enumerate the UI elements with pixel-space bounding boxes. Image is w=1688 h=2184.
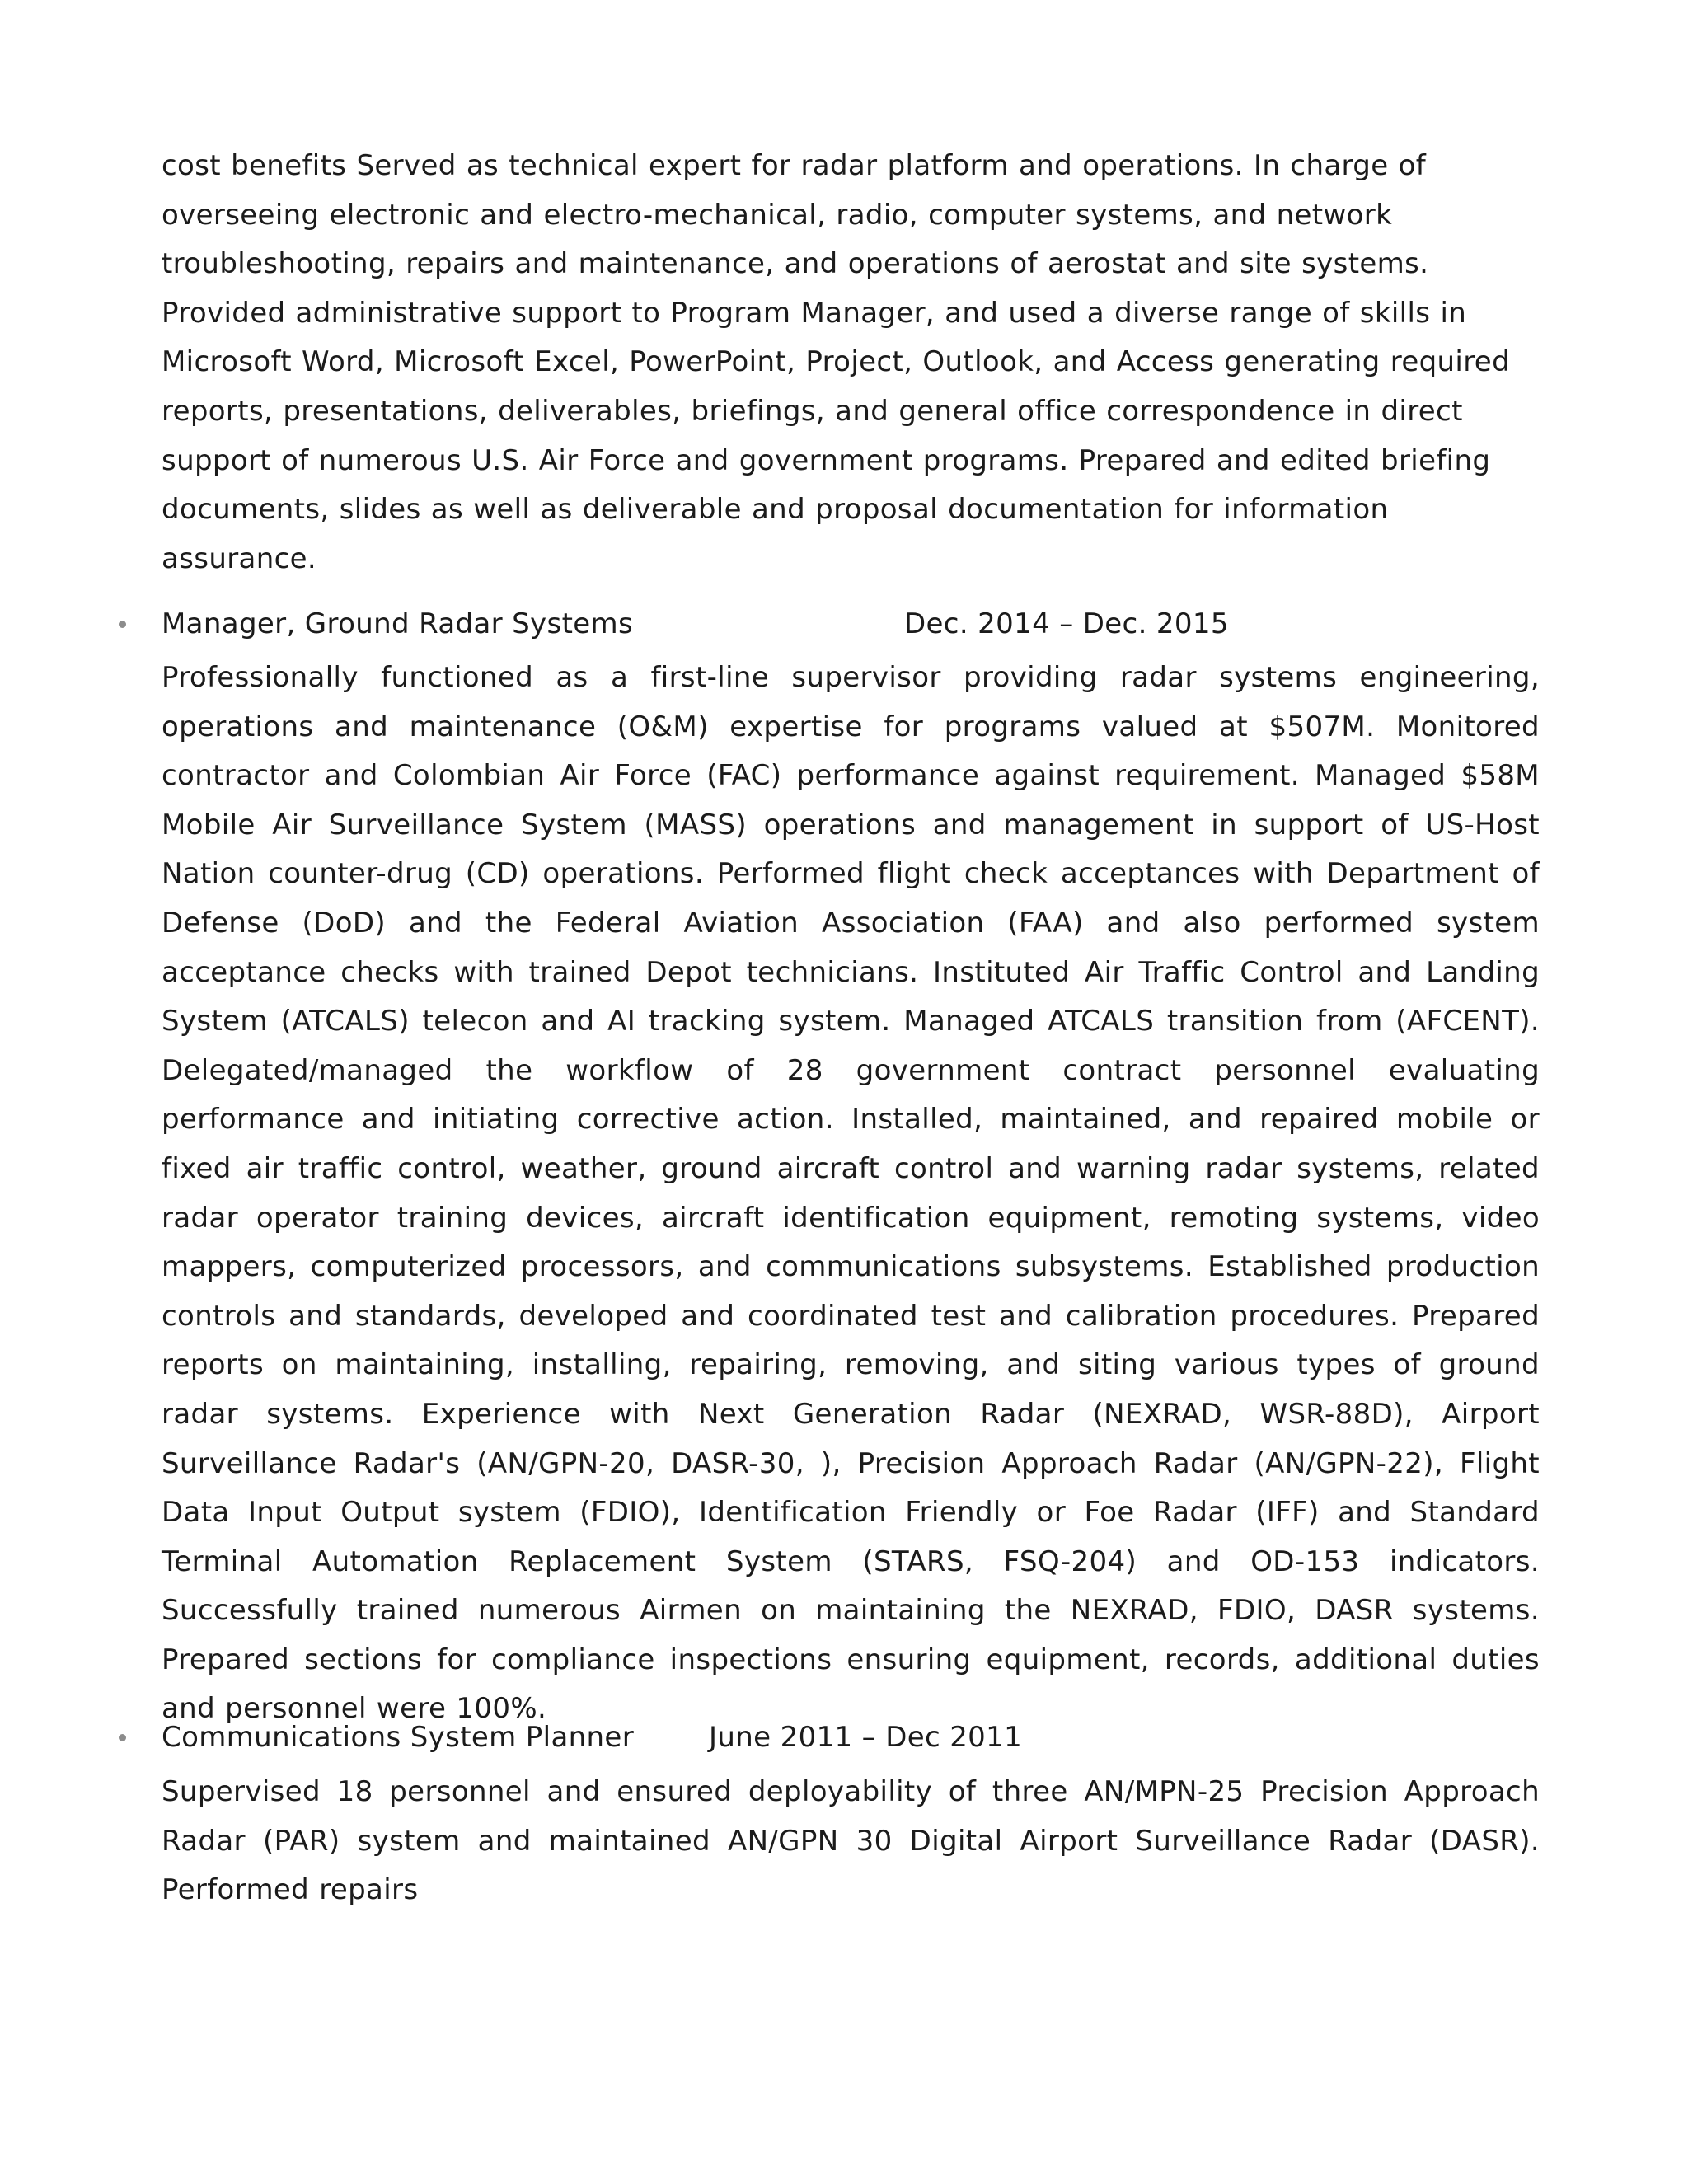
job-entry-header <box>0 1713 1688 1762</box>
job-dates: Dec. 2014 – Dec. 2015 <box>904 607 1229 640</box>
job-entry-header <box>0 599 1688 649</box>
job-title: Manager, Ground Radar Systems <box>162 607 634 640</box>
job-dates: June 2011 – Dec 2011 <box>709 1721 1023 1754</box>
job-description: Supervised 18 personnel and ensured deployability of three AN/MPN-25 Precision Approach Radar (PAR) system and maintained AN/GPN 30 Digital Airport Surveillance Radar (DASR). Performed repairs <box>162 1775 1540 1907</box>
job-title: Communications System Planner <box>162 1721 635 1754</box>
job-description: Professionally functioned as a first-line supervisor providing radar systems engineering, operations and maintenance (O&M) expertise for programs valued at $507M. Monitored contractor and Colombian Air Force (FAC) performance against requirement. Managed $58M Mobile Air Surveillance System (MASS) operations and management in support of US-Host Nation counter-drug (CD) operations. Performed flight check acceptances with Department of Defense (DoD) and the Federal Aviation Association (FAA) and also performed system acceptance checks with trained Depot technicians. Instituted Air Traffic Control and Landing System (ATCALS) telecon and AI tracking system. Managed ATCALS transition from (AFCENT). Delegated/managed the workflow of 28 government contract personnel evaluating performance and initiating corrective action. Installed, maintained, and repaired mobile or fixed air traffic control, weather, ground aircraft control and warning radar systems, related radar operator training devices, aircraft identification equipment, remoting systems, video mappers, computerized processors, and communications subsystems. Established production controls and standards, developed and coordinated test and calibration procedures. Prepared reports on maintaining, installing, repairing, removing, and siting various types of ground radar systems. Experience with Next Generation Radar (NEXRAD, WSR-88D), Airport Surveillance Radar's (AN/GPN-20, DASR-30, ), Precision Approach Radar (AN/GPN-22), Flight Data Input Output system (FDIO), Identification Friendly or Foe Radar (IFF) and Standard Terminal Automation Replacement System (STARS, FSQ-204) and OD-153 indicators. Successfully trained numerous Airmen on maintaining the NEXRAD, FDIO, DASR systems. Prepared sections for compliance inspections ensuring equipment, records, additional duties and personnel were 100%. <box>162 661 1540 1726</box>
intro-paragraph: cost benefits Served as technical expert for radar platform and operations. In charge of overseeing electronic and electro-mechanical, radio, computer systems, and network troubleshooting, repairs and maintenance, and operations of aerostat and site systems. Provided administrative support to Program Manager, and used a diverse range of skills in Microsoft Word, Microsoft Excel, PowerPoint, Project, Outlook, and Access generating required reports, presentations, deliverables, briefings, and general office correspondence in direct support of numerous U.S. Air Force and government programs. Prepared and edited briefing documents, slides as well as deliverable and proposal documentation for information assurance. <box>162 149 1511 575</box>
bullet-icon <box>119 621 126 628</box>
bullet-icon <box>119 1734 126 1741</box>
